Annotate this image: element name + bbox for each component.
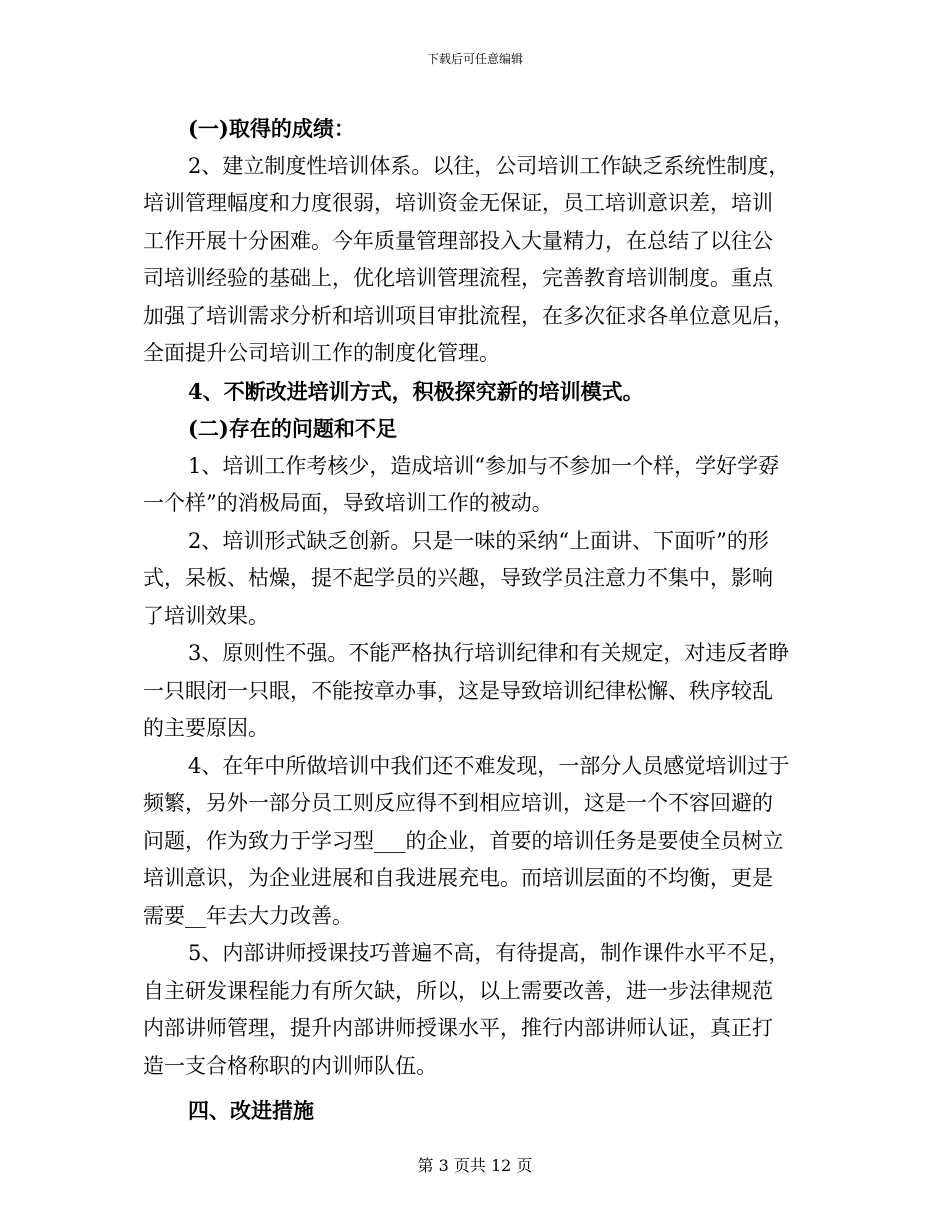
problem2-line: 2、培训形式缺乏创新。只是一味的采纳“上面讲、下面听”的形 bbox=[188, 528, 769, 553]
problem3-line: 3、原则性不强。不能严格执行培训纪律和有关规定，对违反者睁 bbox=[188, 641, 790, 665]
problem1-line: 一个样”的消极局面，导致培训工作的被动。 bbox=[143, 491, 553, 515]
problem4-line: 频繁，另外一部分员工则反应得不到相应培训，这是一个不容回避的 bbox=[143, 791, 773, 815]
problem4-line: 培训意识，为企业进展和自我进展充电。而培训层面的不均衡，更是 bbox=[143, 866, 773, 890]
problem5-line: 自主研发课程能力有所欠缺，所以，以上需要改善，进一步法律规范 bbox=[143, 978, 773, 1003]
problem3-line: 一只眼闭一只眼，不能按章办事，这是导致培训纪律松懈、秩序较乱 bbox=[143, 678, 773, 703]
problem3-line: 的主要原因。 bbox=[143, 716, 269, 740]
page-footer: 第 3 页共 12 页 bbox=[417, 1156, 533, 1175]
achievements-heading: (一)取得的成绩： bbox=[188, 116, 355, 141]
problems-heading: (二)存在的问题和不足 bbox=[188, 416, 397, 441]
problem1-line: 1、培训工作考核少，造成培训“参加与不参加一个样，学好学孬 bbox=[188, 453, 780, 478]
problem2-line: 了培训效果。 bbox=[143, 603, 269, 628]
problem2-line: 式，呆板、枯燥，提不起学员的兴趣，导致学员注意力不集中，影响 bbox=[143, 566, 773, 590]
document-body bbox=[143, 110, 808, 1130]
item4-heading: 4、不断改进培训方式，积极探究新的培训模式。 bbox=[188, 378, 644, 404]
problem4-line: 问题，作为致力于学习型___的企业，首要的培训任务是要使全员树立 bbox=[143, 828, 784, 853]
item2-line: 加强了培训需求分析和培训项目审批流程，在多次征求各单位意见后， bbox=[143, 303, 794, 328]
problem4-line: 4、在年中所做培训中我们还不难发现，一部分人员感觉培训过于 bbox=[188, 753, 790, 778]
improvement-heading: 四、改进措施 bbox=[188, 1098, 314, 1123]
problem5-line: 造一支合格称职的内训师队伍。 bbox=[143, 1053, 437, 1078]
problem5-line: 5、内部讲师授课技巧普遍不高，有待提高，制作课件水平不足， bbox=[188, 941, 790, 965]
item2-line: 工作开展十分困难。今年质量管理部投入大量精力，在总结了以往公 bbox=[143, 228, 773, 253]
problem4-line: 需要__年去大力改善。 bbox=[143, 903, 353, 928]
page-header: 下载后可任意编辑 bbox=[426, 52, 523, 66]
item2-line: 司培训经验的基础上，优化培训管理流程，完善教育培训制度。重点 bbox=[143, 266, 773, 290]
item2-line: 培训管理幅度和力度很弱，培训资金无保证，员工培训意识差，培训 bbox=[143, 191, 773, 215]
item2-line: 2、建立制度性培训体系。以往，公司培训工作缺乏系统性制度， bbox=[188, 153, 790, 178]
item2-line: 全面提升公司培训工作的制度化管理。 bbox=[143, 341, 500, 365]
problem5-line: 内部讲师管理，提升内部讲师授课水平，推行内部讲师认证，真正打 bbox=[143, 1016, 773, 1040]
